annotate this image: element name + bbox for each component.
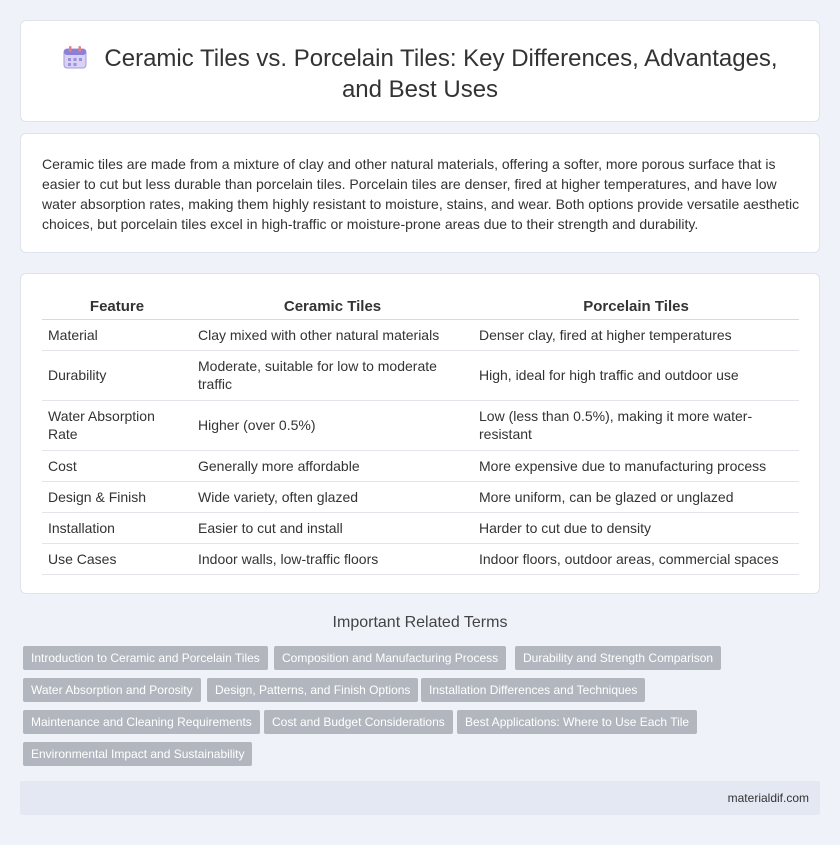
table-cell: Material — [42, 319, 192, 350]
header-card — [20, 20, 820, 122]
comparison-table-card — [20, 273, 820, 594]
footer-site-link[interactable]: materialdif.com — [727, 791, 809, 805]
intro-paragraph: Ceramic tiles are made from a mixture of clay and other natural materials, offering a softer, more porous surface that is easier to cut but less durable than porcelain tiles. Porcelain tiles are denser, fired at higher temperatures, and have low water absorption rates, making them highly resistant to moisture, stains, and wear. Both options provide versatile aesthetic choices, but porcelain tiles excel in high-traffic or moisture-prone areas due to their strength and durability. — [42, 156, 800, 232]
title-line-2: and Best Uses — [341, 76, 499, 103]
table-row — [42, 543, 799, 574]
column-header-porcelain: Porcelain Tiles — [473, 295, 799, 319]
table-cell: Wide variety, often glazed — [192, 481, 473, 512]
related-tag[interactable]: Durability and Strength Comparison — [515, 646, 721, 670]
table-cell: Durability — [42, 350, 192, 400]
related-tag[interactable]: Best Applications: Where to Use Each Tile — [457, 710, 697, 734]
table-cell: Clay mixed with other natural materials — [192, 319, 473, 350]
related-terms-title: Important Related Terms — [332, 614, 508, 631]
table-cell: Design & Finish — [42, 481, 192, 512]
table-cell: Indoor floors, outdoor areas, commercial spaces — [473, 543, 799, 574]
table-row — [42, 512, 799, 543]
page-title — [21, 43, 819, 105]
related-tag[interactable]: Introduction to Ceramic and Porcelain Tiles — [23, 646, 268, 670]
related-tag[interactable]: Cost and Budget Considerations — [264, 710, 453, 734]
column-header-feature: Feature — [42, 295, 192, 319]
related-tag[interactable]: Water Absorption and Porosity — [23, 678, 201, 702]
table-cell: Generally more affordable — [192, 450, 473, 481]
table-cell: Use Cases — [42, 543, 192, 574]
related-tag[interactable]: Environmental Impact and Sustainability — [23, 742, 252, 766]
related-tag[interactable]: Maintenance and Cleaning Requirements — [23, 710, 260, 734]
table-cell: Harder to cut due to density — [473, 512, 799, 543]
table-cell: Easier to cut and install — [192, 512, 473, 543]
intro-card — [20, 133, 820, 253]
table-header-row — [42, 295, 799, 319]
table-cell: Denser clay, fired at higher temperatures — [473, 319, 799, 350]
table-row — [42, 450, 799, 481]
footer-bar — [20, 781, 820, 815]
table-cell: More expensive due to manufacturing process — [473, 450, 799, 481]
table-cell: Indoor walls, low-traffic floors — [192, 543, 473, 574]
column-header-ceramic: Ceramic Tiles — [192, 295, 473, 319]
table-row — [42, 400, 799, 450]
title-line-1: Ceramic Tiles vs. Porcelain Tiles: Key Differences, Advantages, — [104, 45, 778, 72]
table-cell: Higher (over 0.5%) — [192, 400, 473, 450]
table-row — [42, 350, 799, 400]
table-cell: Installation — [42, 512, 192, 543]
table-row — [42, 481, 799, 512]
related-tag[interactable]: Composition and Manufacturing Process — [274, 646, 506, 670]
table-cell: Water Absorption Rate — [42, 400, 192, 450]
table-cell: High, ideal for high traffic and outdoor use — [473, 350, 799, 400]
related-tag[interactable]: Design, Patterns, and Finish Options — [207, 678, 418, 702]
calendar-icon — [62, 44, 88, 70]
table-cell: Moderate, suitable for low to moderate traffic — [192, 350, 473, 400]
table-row — [42, 319, 799, 350]
table-cell: Low (less than 0.5%), making it more water-resistant — [473, 400, 799, 450]
comparison-table — [42, 295, 799, 575]
table-cell: Cost — [42, 450, 192, 481]
related-tag[interactable]: Installation Differences and Techniques — [421, 678, 645, 702]
table-cell: More uniform, can be glazed or unglazed — [473, 481, 799, 512]
